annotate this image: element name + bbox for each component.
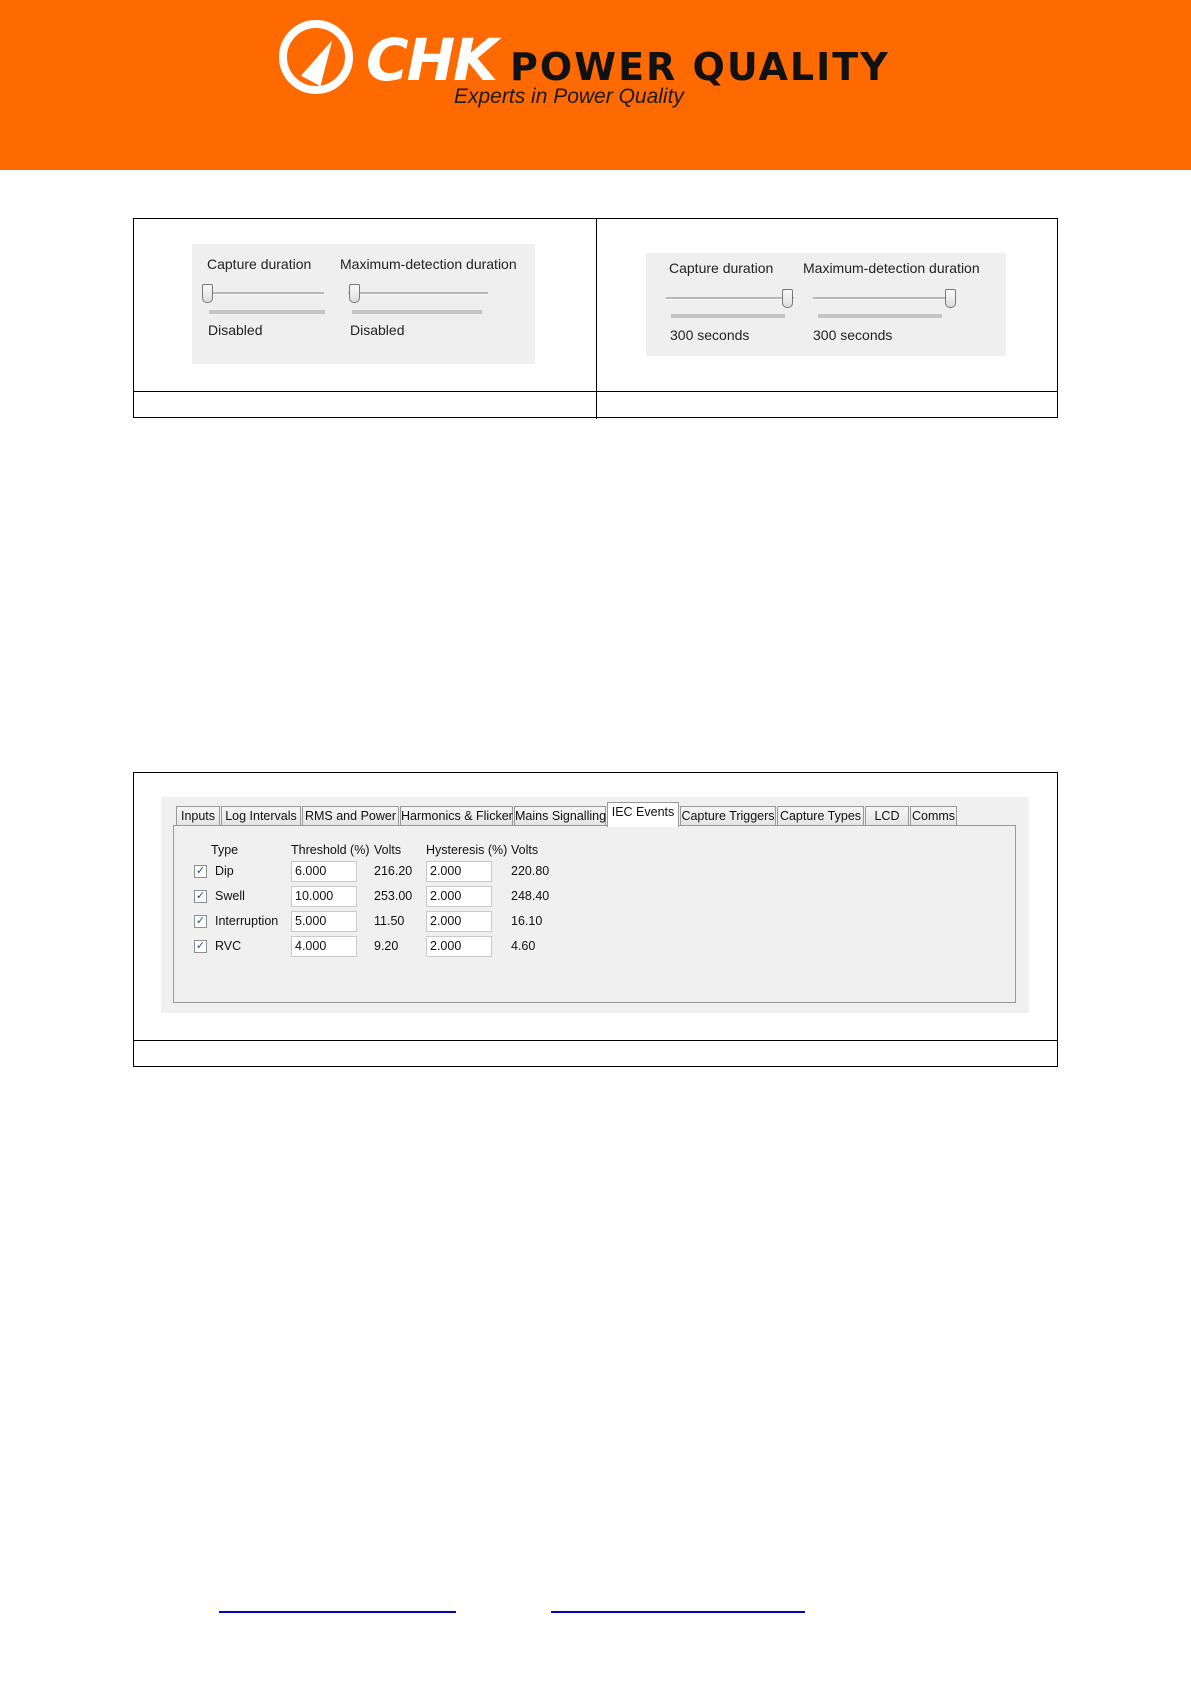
max-slider-track[interactable] [348, 292, 488, 295]
capture-value: 300 seconds [670, 327, 750, 343]
max-value: Disabled [350, 322, 405, 338]
interruption-volts: 11.50 [374, 914, 405, 928]
max-detection-label: Maximum-detection duration [340, 256, 517, 272]
caption-row-divider [134, 391, 1057, 392]
capture-duration-label: Capture duration [669, 260, 774, 276]
max-detection-label: Maximum-detection duration [803, 260, 980, 276]
brand-tagline: Experts in Power Quality [454, 85, 684, 108]
tab-harmonics-flicker[interactable]: Harmonics & Flicker [400, 806, 513, 826]
rvc-hysteresis-input[interactable]: 2.000 [426, 936, 492, 957]
row-type-rvc: RVC [215, 939, 242, 953]
swell-hysteresis-input[interactable]: 2.000 [426, 886, 492, 907]
column-header-hysteresis: Hysteresis (%) [426, 843, 508, 857]
capture-slider-thumb[interactable] [202, 284, 213, 303]
max-slider-track[interactable] [813, 297, 953, 300]
rvc-threshold-input[interactable]: 4.000 [291, 936, 357, 957]
brand-name: POWER QUALITY [510, 45, 890, 89]
interruption-volts-2: 16.10 [511, 914, 543, 928]
tab-iec-events[interactable]: IEC Events [607, 802, 679, 827]
dip-checkbox[interactable]: ✓ [195, 865, 206, 877]
dip-threshold-input[interactable]: 6.000 [291, 861, 357, 882]
swell-volts: 253.00 [374, 889, 413, 903]
capture-slider-thumb[interactable] [782, 289, 793, 308]
tab-capture-triggers[interactable]: Capture Triggers [680, 806, 776, 826]
caption-row-divider [134, 1040, 1057, 1041]
rvc-volts: 9.20 [374, 939, 399, 953]
swell-volts-2: 248.40 [511, 889, 550, 903]
column-header-volts-2: Volts [511, 843, 539, 857]
max-value: 300 seconds [813, 327, 893, 343]
max-slider-thumb[interactable] [349, 284, 360, 303]
tab-mains-signalling[interactable]: Mains Signalling [514, 806, 606, 826]
tab-rms-and-power[interactable]: RMS and Power [302, 806, 399, 826]
header-banner [0, 0, 1191, 170]
max-slider-ticks [818, 314, 942, 318]
slider-panel-300s [646, 253, 1006, 356]
tab-lcd[interactable]: LCD [865, 806, 909, 826]
swell-checkbox[interactable]: ✓ [195, 890, 206, 902]
footer-link-1[interactable] [219, 1611, 456, 1613]
interruption-hysteresis-input[interactable]: 2.000 [426, 911, 492, 932]
table-divider [596, 219, 597, 419]
tab-log-intervals[interactable]: Log Intervals [221, 806, 301, 826]
column-header-threshold: Threshold (%) [291, 843, 370, 857]
rvc-volts-2: 4.60 [511, 939, 536, 953]
slider-panel-disabled [192, 244, 535, 364]
column-header-volts: Volts [374, 843, 402, 857]
max-slider-ticks [352, 310, 482, 314]
tab-capture-types[interactable]: Capture Types [777, 806, 864, 826]
column-header-type: Type [211, 843, 239, 857]
interruption-threshold-input[interactable]: 5.000 [291, 911, 357, 932]
dip-volts-2: 220.80 [511, 864, 550, 878]
capture-slider-ticks [209, 310, 325, 314]
capture-slider-track[interactable] [204, 292, 324, 295]
tab-comms[interactable]: Comms [910, 806, 957, 826]
capture-duration-label: Capture duration [207, 256, 312, 272]
capture-slider-ticks [671, 314, 785, 318]
tab-inputs[interactable]: Inputs [176, 806, 220, 826]
dip-hysteresis-input[interactable]: 2.000 [426, 861, 492, 882]
dip-volts: 216.20 [374, 864, 413, 878]
swell-threshold-input[interactable]: 10.000 [291, 886, 357, 907]
max-slider-thumb[interactable] [945, 289, 956, 308]
row-type-interruption: Interruption [215, 914, 279, 928]
row-type-swell: Swell [215, 889, 245, 903]
row-type-dip: Dip [215, 864, 234, 878]
brand-mark: CHK [366, 26, 497, 94]
interruption-checkbox[interactable]: ✓ [195, 915, 206, 927]
rvc-checkbox[interactable]: ✓ [195, 940, 206, 952]
capture-slider-track[interactable] [666, 297, 794, 300]
footer-link-2[interactable] [551, 1611, 805, 1613]
capture-value: Disabled [208, 322, 263, 338]
